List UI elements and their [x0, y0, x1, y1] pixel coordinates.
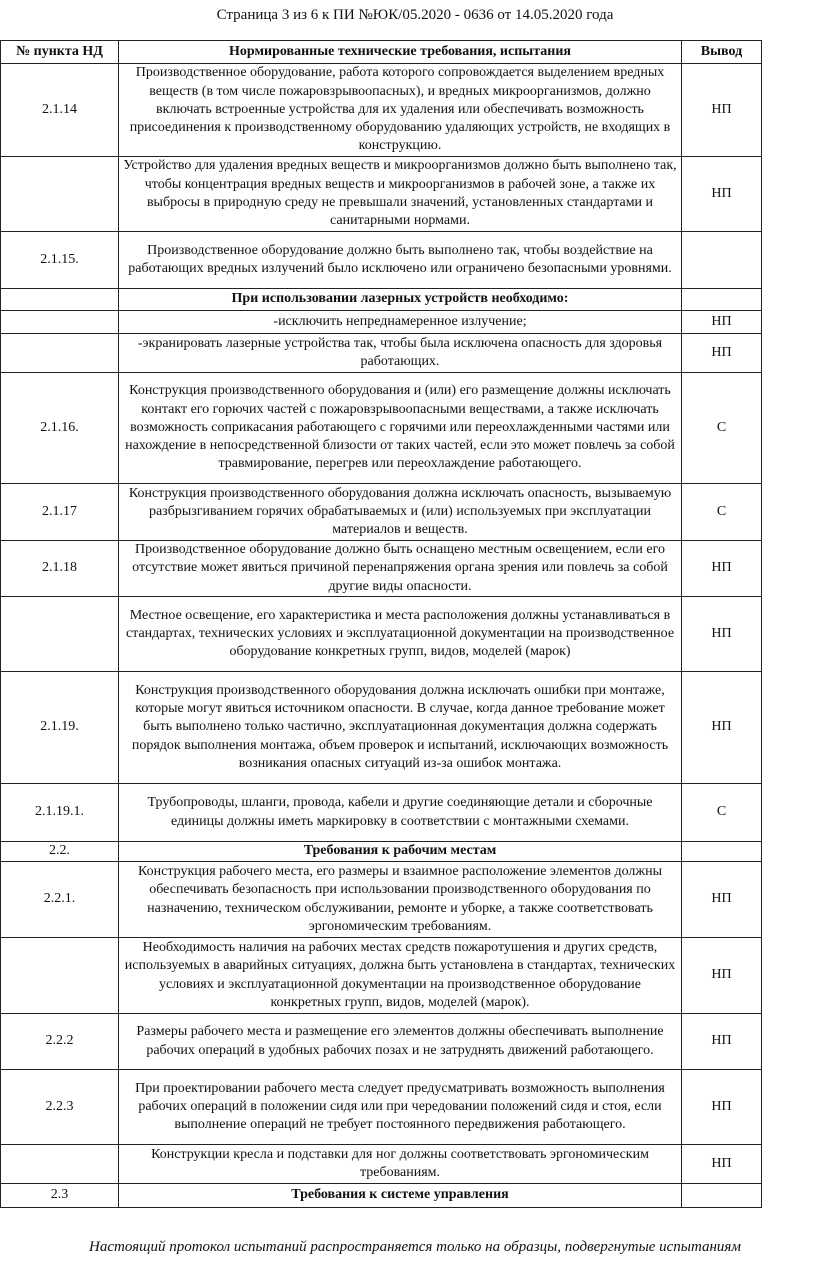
result-value: НП [682, 334, 762, 373]
table-row [1, 784, 762, 842]
item-number: 2.3 [1, 1184, 119, 1208]
section-heading: При использовании лазерных устройств необходимо: [119, 289, 682, 311]
table-row [1, 1070, 762, 1145]
table-row [1, 311, 762, 334]
item-number: 2.1.18 [1, 541, 119, 597]
item-number [1, 289, 119, 311]
result-value: С [682, 784, 762, 842]
table-row [1, 1014, 762, 1070]
page-header: Страница 3 из 6 к ПИ №ЮК/05.2020 - 0636 от 14.05.2020 года [216, 7, 614, 23]
table-row [1, 842, 762, 862]
item-number: 2.1.16. [1, 373, 119, 484]
table-row [1, 232, 762, 289]
item-number [1, 334, 119, 373]
requirement-text: -исключить непреднамеренное излучение; [119, 311, 682, 334]
item-number: 2.1.15. [1, 232, 119, 289]
requirement-text: Устройство для удаления вредных веществ и микроорганизмов должно быть выполнено так, чтобы концентрация вредных веществ и микроорганизмов в рабочей зоне, а также их выбросы в природную среду не превышали значений, установленных стандартами и санитарными нормами. [119, 157, 682, 232]
requirement-text: Конструкция рабочего места, его размеры и взаимное расположение элементов должны обеспечивать безопасность при использовании производственного оборудования по назначению, техническом обслуживании, ремонте и уборке, а также соответствовать эргономическим требованиям. [119, 862, 682, 938]
result-value: НП [682, 311, 762, 334]
requirement-text: Местное освещение, его характеристика и места расположения должны устанавливаться в стандартах, технических условиях и эксплуатационной документации на производственное оборудование конкретных групп, видов, моделей (марок) [119, 597, 682, 672]
item-number: 2.2. [1, 842, 119, 862]
item-number [1, 938, 119, 1014]
table-row [1, 64, 762, 157]
requirement-text: Производственное оборудование, работа которого сопровождается выделением вредных веществ (в том числе пожаровзрывоопасных), и вредных микроорганизмов, должно включать встроенные устройства для их удаления или обеспечивать возможность присоединения к производственному оборудованию удаляющих устройств, не входящих в конструкцию. [119, 64, 682, 157]
result-value [682, 842, 762, 862]
requirement-text: Размеры рабочего места и размещение его элементов должны обеспечивать выполнение рабочих операций в удобных рабочих позах и не затруднять движений работающего. [119, 1014, 682, 1070]
item-number [1, 1145, 119, 1184]
result-value: НП [682, 157, 762, 232]
page-footer: Настоящий протокол испытаний распространяется только на образцы, подвергнутые испытаниям [89, 1239, 741, 1255]
table-header-row [1, 41, 762, 64]
table-row [1, 1184, 762, 1208]
table-row [1, 862, 762, 938]
requirements-table [0, 40, 762, 1208]
table-row [1, 484, 762, 541]
result-value: НП [682, 1070, 762, 1145]
requirement-text: Трубопроводы, шланги, провода, кабели и другие соединяющие детали и сборочные единицы должны иметь маркировку в соответствии с монтажными схемами. [119, 784, 682, 842]
table-row [1, 334, 762, 373]
result-value [682, 1184, 762, 1208]
table-row [1, 157, 762, 232]
result-value: НП [682, 541, 762, 597]
item-number: 2.1.14 [1, 64, 119, 157]
requirement-text: Конструкции кресла и подставки для ног должны соответствовать эргономическим требованиям. [119, 1145, 682, 1184]
item-number [1, 157, 119, 232]
requirement-text: Конструкция производственного оборудования и (или) его размещение должны исключать контакт его горючих частей с пожаровзрывоопасными веществами, а также исключать возможность соприкасания работающего с горячими или переохлажденными частями или нахождение в непосредственной близости от таких частей, если это может повлечь за собой травмирование, перегрев или переохлаждение работающего. [119, 373, 682, 484]
column-header-number: № пункта НД [1, 41, 119, 64]
requirement-text: -экранировать лазерные устройства так, чтобы была исключена опасность для здоровья работающих. [119, 334, 682, 373]
result-value: НП [682, 862, 762, 938]
column-header-requirements: Нормированные технические требования, испытания [119, 41, 682, 64]
result-value: НП [682, 597, 762, 672]
result-value: НП [682, 672, 762, 784]
item-number [1, 311, 119, 334]
result-value: НП [682, 1145, 762, 1184]
column-header-result: Вывод [682, 41, 762, 64]
item-number: 2.2.1. [1, 862, 119, 938]
result-value [682, 289, 762, 311]
table-row [1, 938, 762, 1014]
result-value: НП [682, 64, 762, 157]
requirement-text: При проектировании рабочего места следует предусматривать возможность выполнения рабочих операций в положении сидя или при чередовании положений сидя и стоя, если выполнение операций не требует постоянного передвижения работающего. [119, 1070, 682, 1145]
result-value: НП [682, 938, 762, 1014]
table-row [1, 672, 762, 784]
item-number: 2.2.2 [1, 1014, 119, 1070]
item-number: 2.1.19.1. [1, 784, 119, 842]
item-number: 2.1.19. [1, 672, 119, 784]
table-row [1, 1145, 762, 1184]
requirement-text: Конструкция производственного оборудования должна исключать опасность, вызываемую разбрызгиванием горячих обрабатываемых и (или) используемых при эксплуатации материалов и веществ. [119, 484, 682, 541]
result-value: С [682, 373, 762, 484]
requirement-text: Производственное оборудование должно быть выполнено так, чтобы воздействие на работающих вредных излучений было исключено или ограничено безопасными уровнями. [119, 232, 682, 289]
requirement-text: Конструкция производственного оборудования должна исключать ошибки при монтаже, которые могут явиться источником опасности. В случае, когда данное требование может быть выполнено только частично, эксплуатационная документация должна содержать порядок выполнения монтажа, объем проверок и испытаний, исключающих возможность возникания опасных ситуаций из-за ошибок монтажа. [119, 672, 682, 784]
item-number [1, 597, 119, 672]
result-value [682, 232, 762, 289]
requirement-text: Производственное оборудование должно быть оснащено местным освещением, если его отсутствие может явиться причиной перенапряжения органа зрения или повлечь за собой другие виды опасности. [119, 541, 682, 597]
section-heading: Требования к системе управления [119, 1184, 682, 1208]
table-row [1, 373, 762, 484]
section-heading: Требования к рабочим местам [119, 842, 682, 862]
table-row [1, 597, 762, 672]
result-value: С [682, 484, 762, 541]
requirement-text: Необходимость наличия на рабочих местах средств пожаротушения и других средств, используемых в аварийных ситуациях, должна быть установлена в стандартах, технических условиях и эксплуатационной документации на производственное оборудование конкретных групп, видов, моделей (марок). [119, 938, 682, 1014]
table-row [1, 289, 762, 311]
item-number: 2.2.3 [1, 1070, 119, 1145]
table-row [1, 541, 762, 597]
result-value: НП [682, 1014, 762, 1070]
item-number: 2.1.17 [1, 484, 119, 541]
